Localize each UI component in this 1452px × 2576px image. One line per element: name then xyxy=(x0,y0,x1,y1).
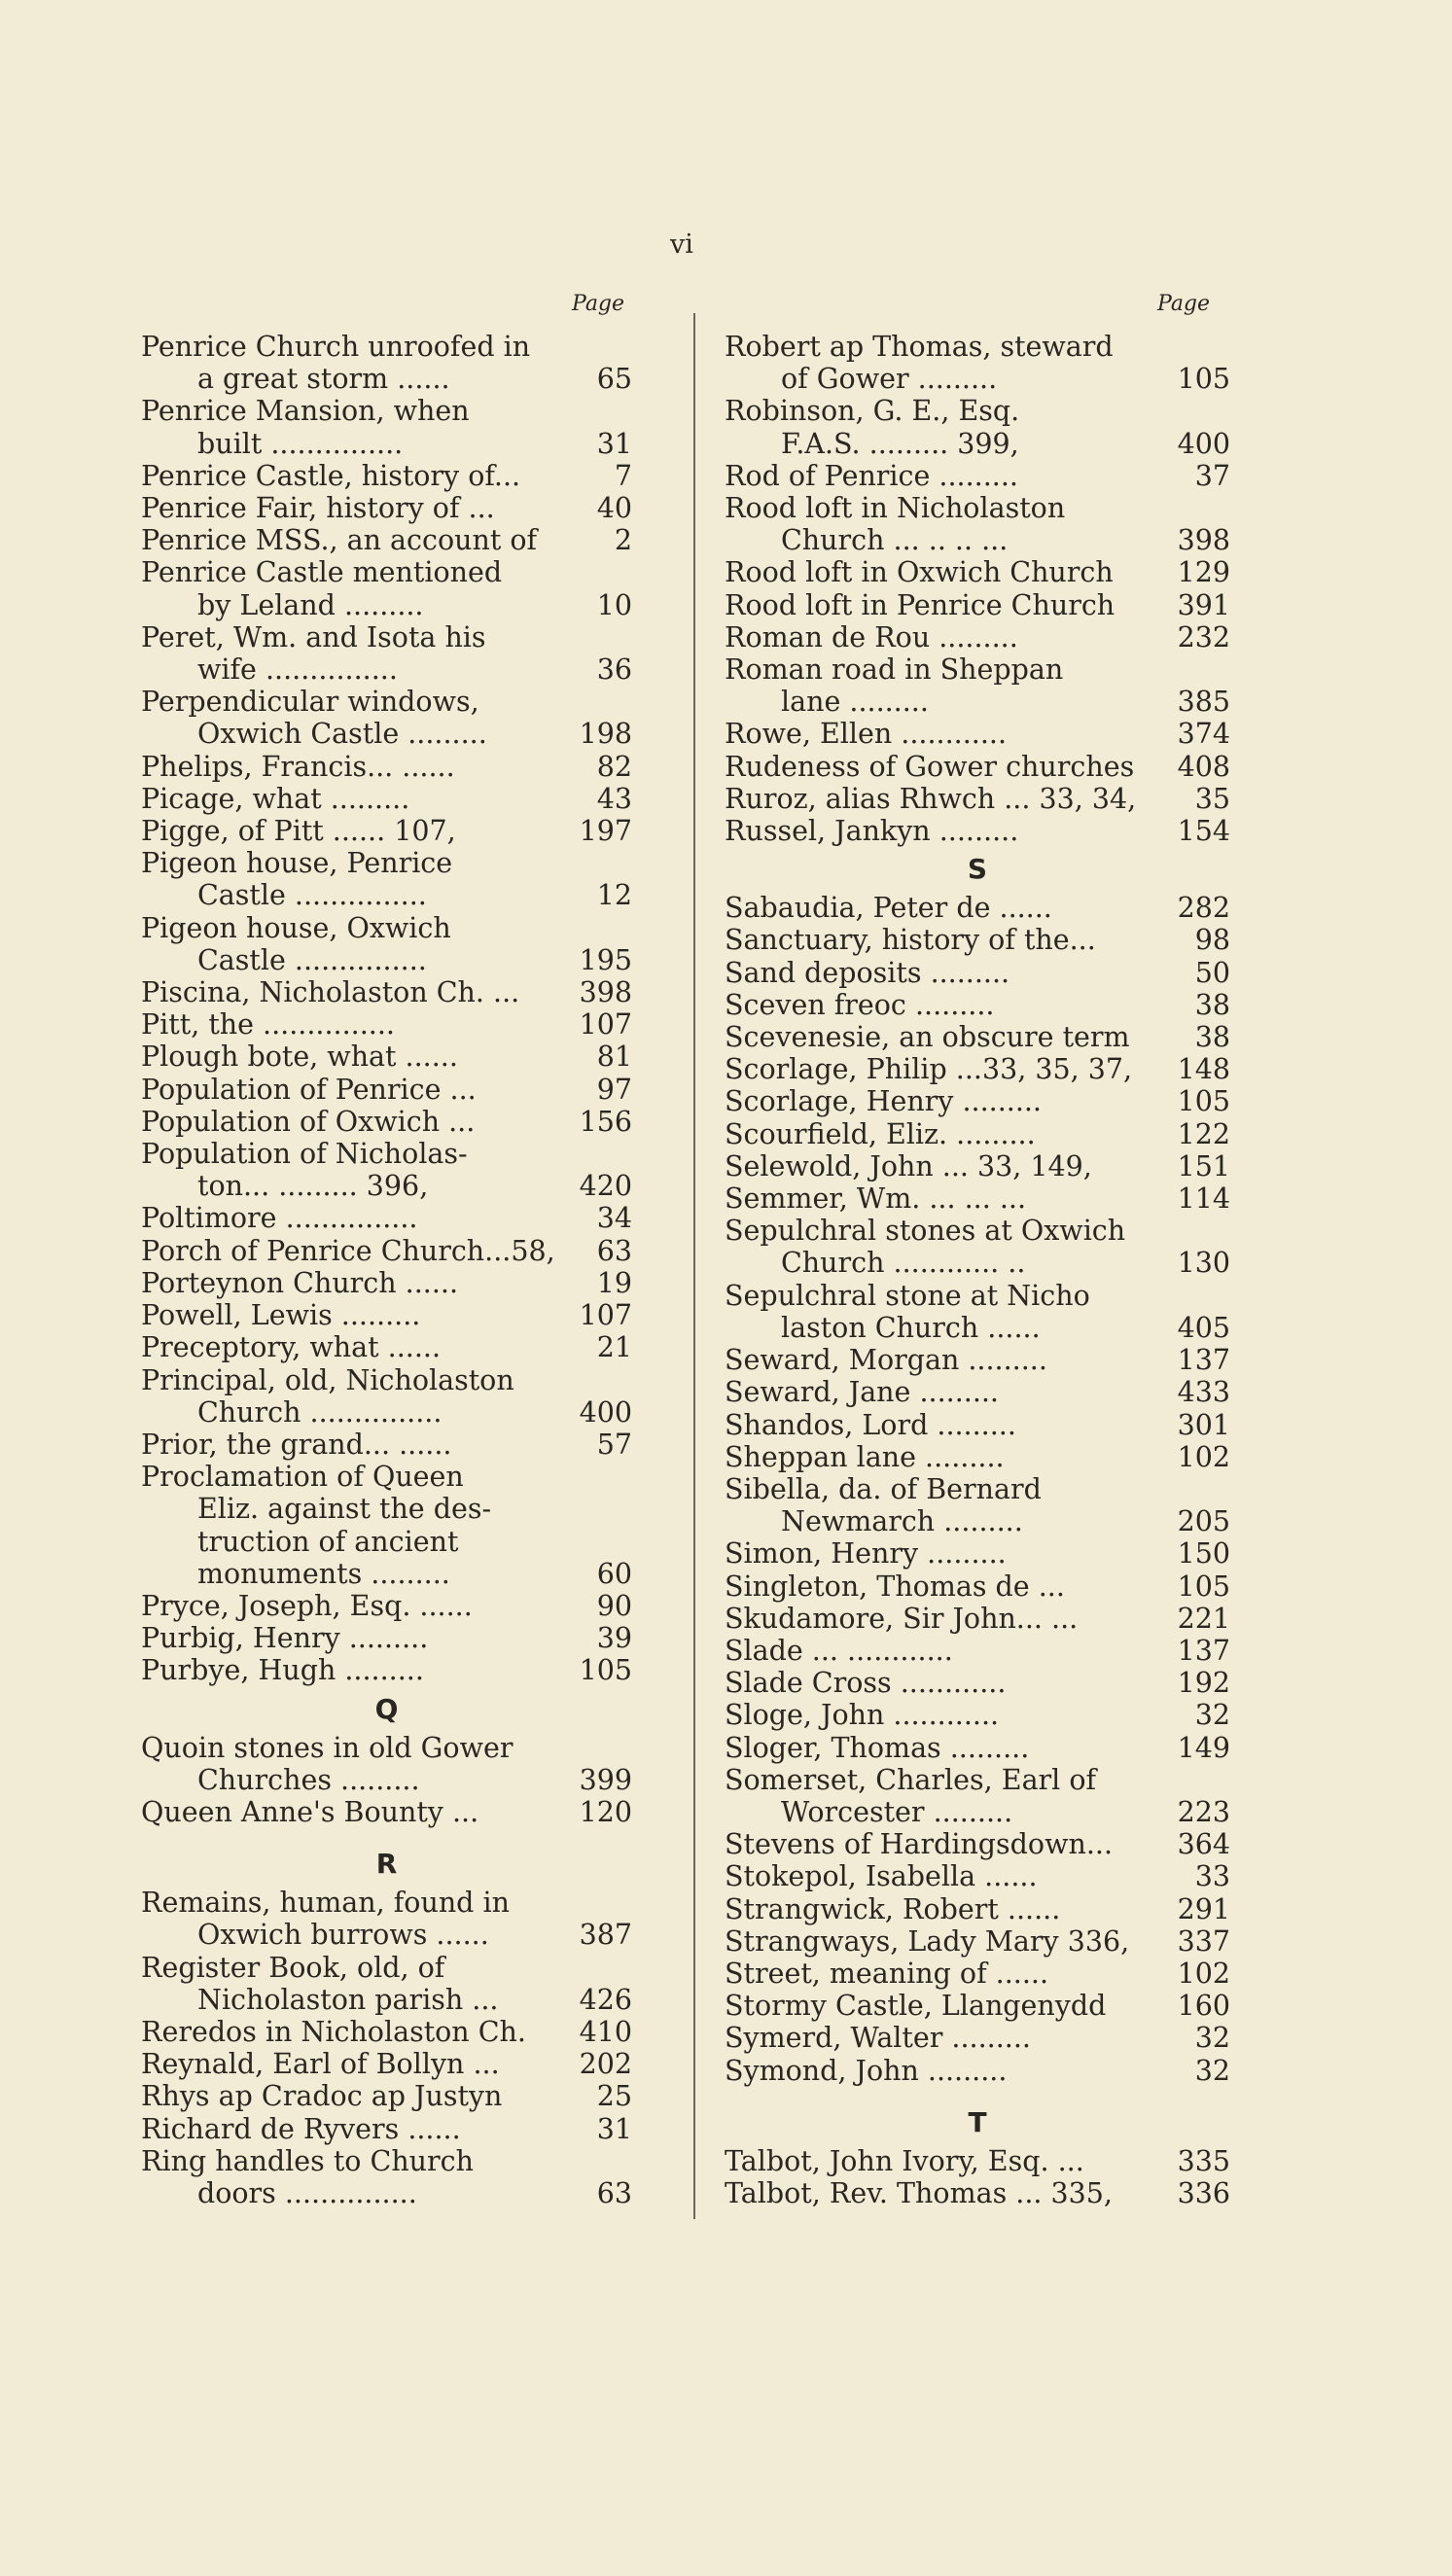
entry-text: Sanctuary, history of the... xyxy=(725,924,1096,957)
entry-page: 105 xyxy=(1177,1570,1230,1603)
entry-page: 232 xyxy=(1177,620,1230,653)
entry-text: Pryce, Joseph, Esq. ...... xyxy=(141,1589,473,1622)
entry-text: Principal, old, Nicholaston xyxy=(141,1363,514,1396)
index-entry xyxy=(725,2022,1230,2054)
entry-text: Simon, Henry ......... xyxy=(725,1537,1007,1570)
entry-page: 221 xyxy=(1177,1602,1230,1635)
entry-page: 374 xyxy=(1177,718,1230,751)
entry-text: monuments ......... xyxy=(197,1557,450,1590)
entry-text: Worcester ......... xyxy=(781,1795,1013,1828)
entry-page: 198 xyxy=(579,718,632,751)
entry-text: Talbot, John Ivory, Esq. ... xyxy=(725,2144,1084,2177)
entry-page: 151 xyxy=(1177,1149,1230,1182)
entry-page: 50 xyxy=(1194,956,1230,989)
entry-page: 32 xyxy=(1194,1699,1230,1732)
entry-page: 130 xyxy=(1177,1247,1230,1280)
entry-page: 114 xyxy=(1177,1182,1230,1216)
entry-page: 63 xyxy=(596,2176,632,2209)
index-entry xyxy=(141,815,632,847)
entry-text: doors ............... xyxy=(197,2176,417,2209)
entry-text: Seward, Jane ......... xyxy=(725,1376,999,1409)
index-entry xyxy=(725,1958,1230,1990)
index-entry xyxy=(141,460,632,492)
entry-page: 336 xyxy=(1177,2176,1230,2209)
entry-page: 120 xyxy=(579,1795,632,1828)
index-entry xyxy=(141,847,632,911)
index-entry xyxy=(725,1376,1230,1408)
entry-text: Reynald, Earl of Bollyn ... xyxy=(141,2048,500,2081)
entry-page: 7 xyxy=(614,459,632,492)
entry-text: Semmer, Wm. ... ... ... xyxy=(725,1182,1027,1216)
entry-page: 19 xyxy=(596,1266,632,1299)
entry-page: 36 xyxy=(596,653,632,687)
index-entry xyxy=(725,1280,1230,1344)
index-entry xyxy=(725,1215,1230,1279)
entry-text: Strangways, Lady Mary 336, xyxy=(725,1924,1130,1958)
entry-text: built ............... xyxy=(197,427,404,460)
index-entry xyxy=(725,1085,1230,1117)
entry-text: by Leland ......... xyxy=(197,588,424,621)
index-entry xyxy=(141,2113,632,2145)
index-entry xyxy=(141,1008,632,1041)
entry-page: 107 xyxy=(579,1008,632,1041)
entry-text: Sepulchral stone at Nicho xyxy=(725,1279,1090,1312)
index-entry xyxy=(725,1473,1230,1537)
index-entry xyxy=(725,395,1230,459)
entry-text: Stokepol, Isabella ...... xyxy=(725,1860,1038,1893)
entry-text: Rowe, Ellen ............ xyxy=(725,718,1008,751)
index-entry xyxy=(141,1074,632,1106)
entry-text: Piscina, Nicholaston Ch. ... xyxy=(141,976,520,1009)
entry-page: 150 xyxy=(1177,1537,1230,1570)
entry-text: Rood loft in Penrice Church xyxy=(725,588,1116,621)
entry-text: Rod of Penrice ......... xyxy=(725,459,1018,492)
entry-text: lane ......... xyxy=(781,686,929,719)
entry-page: 192 xyxy=(1177,1667,1230,1700)
index-entry xyxy=(725,460,1230,492)
index-entry xyxy=(725,1344,1230,1376)
index-entry xyxy=(725,1409,1230,1441)
index-entry xyxy=(141,783,632,815)
entry-text: Sand deposits ......... xyxy=(725,956,1010,989)
index-entry xyxy=(141,1235,632,1267)
entry-text: Remains, human, found in xyxy=(141,1887,510,1920)
entry-page: 82 xyxy=(596,750,632,783)
entry-text: Plough bote, what ...... xyxy=(141,1041,458,1074)
entry-page: 400 xyxy=(1177,427,1230,460)
entry-text: Poltimore ............... xyxy=(141,1202,418,1235)
entry-text: Symond, John ......... xyxy=(725,2054,1008,2087)
index-entry xyxy=(725,957,1230,989)
entry-text: Newmarch ......... xyxy=(781,1505,1023,1538)
entry-page: 197 xyxy=(579,815,632,848)
index-entry xyxy=(725,815,1230,847)
page-number: vi xyxy=(670,229,693,260)
entry-text: Slade ... ............ xyxy=(725,1634,953,1667)
entry-text: Pigge, of Pitt ...... 107, xyxy=(141,815,456,848)
index-entry xyxy=(725,653,1230,718)
entry-text: Oxwich Castle ......... xyxy=(197,718,487,751)
index-entry xyxy=(725,1860,1230,1892)
entry-text: Porch of Penrice Church...58, xyxy=(141,1234,555,1267)
index-entry xyxy=(141,1461,632,1590)
entry-text: Russel, Jankyn ......... xyxy=(725,815,1019,848)
entry-text: Penrice Church unroofed in xyxy=(141,331,531,363)
entry-text: Church ... .. .. ... xyxy=(781,524,1009,557)
section-letter-s: S xyxy=(967,853,988,886)
entry-text: Register Book, old, of xyxy=(141,1951,445,1984)
section-letter-t: T xyxy=(968,2105,987,2138)
entry-page: 105 xyxy=(579,1654,632,1687)
entry-page: 399 xyxy=(579,1763,632,1796)
entry-page: 65 xyxy=(596,363,632,396)
entry-page: 63 xyxy=(596,1234,632,1267)
entry-page: 31 xyxy=(596,2112,632,2145)
index-entry xyxy=(725,1603,1230,1635)
entry-text: Singleton, Thomas de ... xyxy=(725,1570,1065,1603)
entry-page: 31 xyxy=(596,427,632,460)
index-entry xyxy=(725,621,1230,653)
index-entry xyxy=(725,1764,1230,1828)
entry-text: Peret, Wm. and Isota his xyxy=(141,620,486,653)
index-entry xyxy=(725,2177,1230,2209)
index-entry xyxy=(725,1699,1230,1731)
index-entry xyxy=(725,1925,1230,1958)
index-entry xyxy=(725,1021,1230,1053)
index-entry xyxy=(725,989,1230,1021)
entry-text: Pigeon house, Oxwich xyxy=(141,911,451,944)
entry-page: 154 xyxy=(1177,815,1230,848)
index-entry xyxy=(725,1667,1230,1699)
index-entry xyxy=(725,751,1230,783)
page-column-heading-right: Page xyxy=(1157,292,1211,316)
entry-text: Robinson, G. E., Esq. xyxy=(725,395,1020,428)
entry-text: Population of Oxwich ... xyxy=(141,1105,476,1138)
index-entry xyxy=(141,1138,632,1202)
entry-page: 420 xyxy=(579,1170,632,1203)
entry-page: 205 xyxy=(1177,1505,1230,1538)
index-entry xyxy=(725,2145,1230,2177)
index-entry xyxy=(141,1331,632,1363)
index-entry xyxy=(141,976,632,1008)
entry-page: 364 xyxy=(1177,1828,1230,1861)
index-entry xyxy=(141,2048,632,2080)
entry-text: Talbot, Rev. Thomas ... 335, xyxy=(725,2176,1113,2209)
entry-page: 97 xyxy=(596,1073,632,1106)
entry-text: Ruroz, alias Rhwch ... 33, 34, xyxy=(725,782,1137,815)
index-entry xyxy=(141,331,632,395)
entry-page: 38 xyxy=(1194,988,1230,1021)
index-entry xyxy=(141,912,632,976)
index-entry xyxy=(141,1887,632,1951)
entry-page: 37 xyxy=(1194,459,1230,492)
entry-text: Eliz. against the des- xyxy=(197,1493,492,1526)
index-entry xyxy=(141,751,632,783)
entry-page: 223 xyxy=(1177,1795,1230,1828)
page-column-heading-left: Page xyxy=(572,292,625,316)
entry-text: Quoin stones in old Gower xyxy=(141,1731,514,1764)
index-entry xyxy=(725,1537,1230,1570)
entry-page: 38 xyxy=(1194,1021,1230,1054)
entry-text: Penrice MSS., an account of xyxy=(141,524,538,557)
entry-page: 43 xyxy=(596,782,632,815)
entry-page: 10 xyxy=(596,588,632,621)
entry-page: 60 xyxy=(596,1557,632,1590)
entry-text: Ring handles to Church xyxy=(141,2144,474,2177)
entry-page: 102 xyxy=(1177,1957,1230,1990)
entry-text: F.A.S. ......... 399, xyxy=(781,427,1019,460)
entry-page: 195 xyxy=(579,943,632,976)
entry-text: Slade Cross ............ xyxy=(725,1667,1007,1700)
index-entry xyxy=(725,589,1230,621)
index-entry xyxy=(725,1990,1230,2022)
entry-text: Sepulchral stones at Oxwich xyxy=(725,1215,1126,1248)
entry-page: 137 xyxy=(1177,1344,1230,1377)
entry-page: 291 xyxy=(1177,1892,1230,1925)
index-entry xyxy=(725,1182,1230,1215)
entry-text: Population of Nicholas- xyxy=(141,1138,468,1171)
entry-page: 98 xyxy=(1194,924,1230,957)
entry-page: 385 xyxy=(1177,686,1230,719)
entry-text: Purbig, Henry ......... xyxy=(141,1622,429,1655)
index-entry xyxy=(141,1299,632,1331)
index-entry xyxy=(725,1150,1230,1182)
entry-text: Stevens of Hardingsdown... xyxy=(725,1828,1113,1861)
entry-text: of Gower ......... xyxy=(781,363,998,396)
entry-text: Sceven freoc ......... xyxy=(725,988,995,1021)
entry-text: Sheppan lane ......... xyxy=(725,1440,1005,1473)
index-entry xyxy=(725,924,1230,956)
entry-page: 25 xyxy=(596,2080,632,2113)
entry-page: 129 xyxy=(1177,556,1230,589)
entry-page: 282 xyxy=(1177,892,1230,925)
entry-page: 57 xyxy=(596,1428,632,1461)
index-entry xyxy=(725,1570,1230,1603)
entry-text: Rood loft in Oxwich Church xyxy=(725,556,1114,589)
entry-page: 107 xyxy=(579,1299,632,1332)
entry-page: 149 xyxy=(1177,1731,1230,1764)
entry-text: Symerd, Walter ......... xyxy=(725,2022,1031,2055)
entry-text: Picage, what ......... xyxy=(141,782,410,815)
entry-page: 40 xyxy=(596,492,632,525)
entry-page: 398 xyxy=(579,976,632,1009)
index-entry xyxy=(725,783,1230,815)
entry-text: Phelips, Francis... ...... xyxy=(141,750,455,783)
entry-text: Sabaudia, Peter de ...... xyxy=(725,892,1052,925)
entry-text: Roman de Rou ......... xyxy=(725,620,1018,653)
entry-page: 410 xyxy=(579,2015,632,2048)
entry-text: a great storm ...... xyxy=(197,363,450,396)
entry-text: Skudamore, Sir John... ... xyxy=(725,1602,1079,1635)
entry-text: Roman road in Sheppan xyxy=(725,653,1064,687)
entry-page: 137 xyxy=(1177,1634,1230,1667)
entry-page: 301 xyxy=(1177,1408,1230,1441)
entry-text: Scourfield, Eliz. ......... xyxy=(725,1117,1036,1150)
entry-text: Church ............ .. xyxy=(781,1247,1026,1280)
entry-text: Strangwick, Robert ...... xyxy=(725,1892,1061,1925)
entry-page: 32 xyxy=(1194,2054,1230,2087)
entry-page: 408 xyxy=(1177,750,1230,783)
entry-page: 39 xyxy=(596,1622,632,1655)
index-entry xyxy=(725,718,1230,750)
entry-text: Shandos, Lord ......... xyxy=(725,1408,1016,1441)
index-entry xyxy=(725,892,1230,924)
index-entry xyxy=(725,1635,1230,1667)
entry-text: Scorlage, Henry ......... xyxy=(725,1085,1042,1118)
entry-page: 81 xyxy=(596,1041,632,1074)
entry-page: 2 xyxy=(614,524,632,557)
index-column-right xyxy=(725,331,1230,2209)
entry-text: Stormy Castle, Llangenydd xyxy=(725,1990,1107,2023)
entry-page: 160 xyxy=(1177,1990,1230,2023)
index-entry xyxy=(141,1041,632,1073)
entry-page: 33 xyxy=(1194,1860,1230,1893)
index-entry xyxy=(141,395,632,459)
index-entry xyxy=(141,1364,632,1429)
entry-text: Sibella, da. of Bernard xyxy=(725,1472,1042,1505)
entry-page: 398 xyxy=(1177,524,1230,557)
index-entry xyxy=(141,2145,632,2209)
entry-text: Castle ............... xyxy=(197,943,427,976)
entry-text: wife ............... xyxy=(197,653,398,687)
entry-text: Rood loft in Nicholaston xyxy=(725,492,1066,525)
index-entry xyxy=(141,1622,632,1654)
index-entry xyxy=(141,1267,632,1299)
entry-page: 122 xyxy=(1177,1117,1230,1150)
entry-text: Sloger, Thomas ......... xyxy=(725,1731,1030,1764)
entry-page: 35 xyxy=(1194,782,1230,815)
index-entry xyxy=(725,1893,1230,1925)
entry-page: 156 xyxy=(579,1105,632,1138)
entry-page: 426 xyxy=(579,1983,632,2016)
entry-text: Castle ............... xyxy=(197,879,427,912)
entry-text: Scorlage, Philip ...33, 35, 37, xyxy=(725,1053,1133,1086)
entry-text: Street, meaning of ...... xyxy=(725,1957,1049,1990)
entry-text: Powell, Lewis ......... xyxy=(141,1299,421,1332)
index-entry xyxy=(141,524,632,556)
entry-text: Queen Anne's Bounty ... xyxy=(141,1795,479,1828)
section-letter-r: R xyxy=(375,1848,398,1881)
entry-page: 90 xyxy=(596,1589,632,1622)
index-entry xyxy=(725,1053,1230,1085)
entry-text: Richard de Ryvers ...... xyxy=(141,2112,461,2145)
index-entry xyxy=(141,556,632,620)
entry-page: 21 xyxy=(596,1331,632,1364)
entry-page: 34 xyxy=(596,1202,632,1235)
index-entry xyxy=(725,1732,1230,1764)
index-entry xyxy=(141,1654,632,1686)
entry-page: 148 xyxy=(1177,1053,1230,1086)
entry-text: Population of Penrice ... xyxy=(141,1073,477,1106)
index-entry xyxy=(141,1732,632,1796)
entry-text: Oxwich burrows ...... xyxy=(197,1919,489,1952)
entry-text: Nicholaston parish ... xyxy=(197,1983,499,2016)
entry-page: 391 xyxy=(1177,588,1230,621)
entry-text: Seward, Morgan ......... xyxy=(725,1344,1047,1377)
entry-page: 433 xyxy=(1177,1376,1230,1409)
index-entry xyxy=(725,2055,1230,2087)
entry-page: 105 xyxy=(1177,1085,1230,1118)
entry-page: 400 xyxy=(579,1395,632,1429)
entry-text: Penrice Mansion, when xyxy=(141,395,470,428)
column-divider xyxy=(693,313,695,2219)
entry-page: 387 xyxy=(579,1919,632,1952)
index-entry xyxy=(141,1429,632,1461)
index-entry xyxy=(725,1441,1230,1473)
index-entry xyxy=(141,2080,632,2112)
entry-text: Church ............... xyxy=(197,1395,443,1429)
entry-text: Penrice Castle, history of... xyxy=(141,459,521,492)
entry-page: 32 xyxy=(1194,2022,1230,2055)
entry-text: Penrice Fair, history of ... xyxy=(141,492,495,525)
entry-text: Preceptory, what ...... xyxy=(141,1331,442,1364)
index-entry xyxy=(141,1796,632,1828)
entry-text: Porteynon Church ...... xyxy=(141,1266,459,1299)
index-entry xyxy=(725,1118,1230,1150)
index-entry xyxy=(141,621,632,686)
entry-page: 405 xyxy=(1177,1311,1230,1344)
entry-text: Churches ......... xyxy=(197,1763,420,1796)
entry-page: 202 xyxy=(579,2048,632,2081)
index-entry xyxy=(725,331,1230,395)
index-entry xyxy=(725,1828,1230,1860)
entry-text: Prior, the grand... ...... xyxy=(141,1428,452,1461)
entry-page: 335 xyxy=(1177,2144,1230,2177)
index-column-left xyxy=(141,331,632,2209)
entry-text: Proclamation of Queen xyxy=(141,1461,464,1494)
entry-page: 105 xyxy=(1177,363,1230,396)
entry-text: Somerset, Charles, Earl of xyxy=(725,1763,1097,1796)
entry-text: Sloge, John ............ xyxy=(725,1699,1000,1732)
entry-text: Penrice Castle mentioned xyxy=(141,556,503,589)
entry-text: Reredos in Nicholaston Ch. xyxy=(141,2015,526,2048)
index-entry xyxy=(141,686,632,750)
index-entry xyxy=(141,1202,632,1234)
index-entry xyxy=(141,1952,632,2016)
index-entry xyxy=(141,492,632,524)
entry-text: truction of ancient xyxy=(197,1525,459,1558)
entry-text: Perpendicular windows, xyxy=(141,686,479,719)
entry-text: Scevenesie, an obscure term xyxy=(725,1021,1130,1054)
index-entry xyxy=(141,1106,632,1138)
entry-text: Purbye, Hugh ......... xyxy=(141,1654,424,1687)
entry-page: 337 xyxy=(1177,1924,1230,1958)
index-entry xyxy=(141,2016,632,2048)
index-entry xyxy=(141,1590,632,1622)
entry-page: 12 xyxy=(596,879,632,912)
section-letter-q: Q xyxy=(374,1692,399,1725)
index-entry xyxy=(725,556,1230,588)
entry-text: Pigeon house, Penrice xyxy=(141,847,453,880)
entry-page: 102 xyxy=(1177,1440,1230,1473)
entry-text: Pitt, the ............... xyxy=(141,1008,395,1041)
entry-text: Robert ap Thomas, steward xyxy=(725,331,1114,363)
entry-text: laston Church ...... xyxy=(781,1311,1041,1344)
entry-text: Rhys ap Cradoc ap Justyn xyxy=(141,2080,503,2113)
entry-text: ton... ......... 396, xyxy=(197,1170,429,1203)
entry-text: Selewold, John ... 33, 149, xyxy=(725,1149,1092,1182)
index-entry xyxy=(725,492,1230,556)
entry-text: Rudeness of Gower churches xyxy=(725,750,1135,783)
